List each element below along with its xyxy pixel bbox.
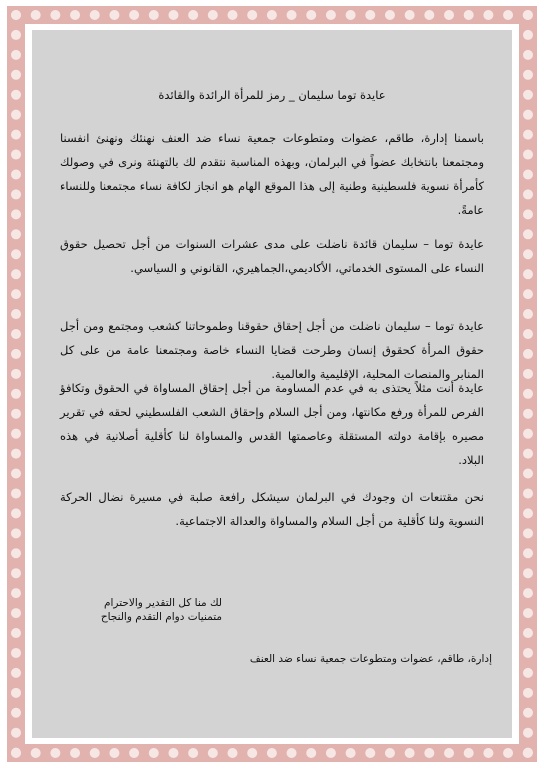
letter-title: عايدة توما سليمان _ رمز للمرأة الرائدة والقائدة	[158, 88, 386, 102]
paragraph-struggle: عايدة توما – سليمان ناضلت من أجل إحقاق حقوقنا وطموحاتنا كشعب ومجتمع ومن أجل حقوق المرأة كحقوق إنسان وطرحت قضايا النساء خاصة ومجتمعنا عامة من على كل المنابر والمنصات المحلية، الإقليمية والعالمية.	[60, 319, 484, 381]
paragraph-role-model: عايدة أنت مثلاً يحتذى به في عدم المساومة من أجل إحقاق المساواة في الحقوق وتكافؤ الفرص للمرأة ورفع مكانتها، ومن أجل السلام وإحقاق الشعب الفلسطيني لحقه في تقرير مصيره بإقامة دولته المستقلة وعاصمتها القدس والمساواة لنا كأقلية أصلانية في هذه البلاد.	[60, 381, 484, 467]
paragraph-conviction: نحن مقتنعات ان وجودك في البرلمان سيشكل رافعة صلبة في مسيرة نضال الحركة النسوية ولنا كأقلية من أجل السلام والمساواة والعدالة الاجتماعية.	[60, 490, 484, 528]
paragraph-congratulations: باسمنا إدارة، طاقم، عضوات ومتطوعات جمعية نساء ضد العنف نهنئك ونهنئ انفسنا ومجتمعنا بانتخابك عضواً في البرلمان، وبهذه المناسبة نتقدم لك بالتهنئة ونرى في وصولك كأمرأة نسوية فلسطينية وطنية إلى هذا الموقع الهام هو انجاز لكافة نساء مجتمعنا وللنساء عامةً.	[60, 131, 484, 217]
closing-wishes: متمنيات دوام التقدم والنجاح	[100, 611, 222, 623]
closing-block	[101, 596, 222, 624]
paragraph-leader: عايدة توما – سليمان قائدة ناضلت على مدى عشرات السنوات من أجل تحصيل حقوق النساء على المستوى الخدماتي، الأكاديمي،الجماهيري، القانوني و السياسي.	[60, 237, 484, 275]
closing-regards: لك منا كل التقدير والاحترام	[103, 597, 222, 609]
signature-line: إدارة، طاقم، عضوات ومتطوعات جمعية نساء ضد العنف	[249, 653, 492, 665]
letter-body	[32, 30, 512, 738]
